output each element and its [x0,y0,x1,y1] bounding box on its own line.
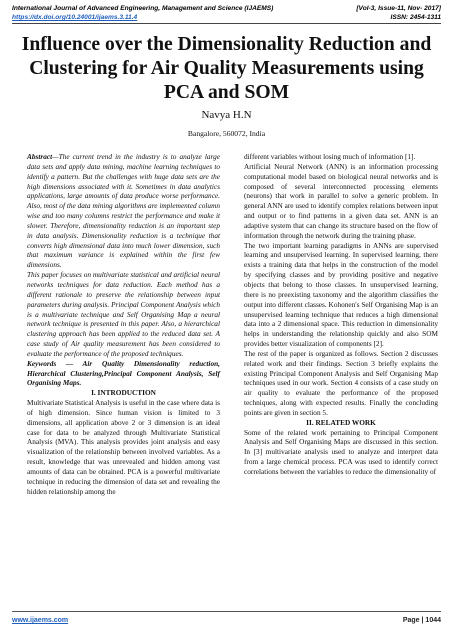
body-paragraph-1: different variables without losing much of information [1]. [244,152,416,161]
journal-name: International Journal of Advanced Engineering, Management and Science (IJAEMS) [12,5,274,12]
section-heading-related-work: II. RELATED WORK [306,417,376,427]
abstract-paragraph-2: This paper focuses on multivariate statistical and artificial neural networks techniques for data reduction. Each method has a different rationale to preserve the relationship between input parameters during analysis. Principal Component Analysis which is a multivariate technique and Self Organising Map a neural network technique is presented in this paper. Also, a hierarchical clustering approach has been applied to the reduced data set. A case study of Air quality measurement has been considered to evaluate the performance of the proposed techniques. [27,270,220,358]
introduction-paragraph: Multivariate Statistical Analysis is useful in the case where data is of high dimension. Since human vision is limited to 3 dimensions, all application above 2 or 3 dimension is an ideal case for data to be analyzed through Multivariate Statistical Analysis (MVA). This analysis provides joint analysis and easy visualization of the relationship between involved variables. As a result, knowledge that was unrevealed and hidden among vast amounts of data can be obtained. PCA is a powerful multivariate technique in reducing the dimension of data set and revealing the hidden relationship among the [27,398,220,496]
paper-title: Influence over the Dimensionality Reduction and Clustering for Air Quality Measurements using PCA and SOM [21,34,432,103]
right-column [244,152,438,477]
author-affiliation: Bangalore, 560072, India [187,129,266,138]
journal-header [12,4,441,24]
section-heading-introduction: I. INTRODUCTION [91,388,156,398]
related-work-paragraph: Some of the related work pertaining to Principal Component Analysis and Self Organising Maps are discussed in this section. In [3] multivariate analysis used to analyze and interpret data from a large chemical process. PCA was used to identify correct correlations between the variables to reduce the dimensionality of [244,427,438,476]
abstract-label: Abstract [27,152,53,161]
volume-info: [Vol-3, Issue-11, Nov- 2017] [356,5,441,12]
body-paragraph-4: The rest of the paper is organized as follows. Section 2 discusses related work and their findings. Section 3 briefly explains the existing Principal Component Analysis and Self Organising Map techniques used in our work. Section 4 consists of a case study on air quality to evaluate the performance of the proposed techniques, along with expected results. Finally the concluding points are given in section 5. [244,348,438,417]
keywords: Keywords — Air Quality Dimensionality reduction, Hierarchical Clustering,Principal Component Analysis, Self Organising Maps. [27,358,220,388]
page-number: Page | 1044 [402,617,441,624]
body-paragraph-2: Artificial Neural Network (ANN) is an information processing computational model based on biological neural networks and is composed of several interconnected processing elements (neurons) that work in parallel to solve a generic problem. In general ANN are used to identify complex relations between input and output or to find patterns in a given data set. ANN is an adaptive system that can change its structure based on the flow of information through the network during the training phase. [244,161,438,240]
page-footer [12,611,441,624]
body-paragraph-3: The two important learning paradigms in ANNs are supervised learning and unsupervised learning. In supervised learning, there exists a training data that helps in the construction of the model by specifying classes and by providing positive and negative objects that belong to those classes. In unsupervised learning, there is no preexisting taxonomy and the algorithm classifies the output into different classes. Kohonen's Self Organising Map is an unsupervised learning technique that reduces a high dimensional data into a 2 dimensional space. This reduction in dimensionality helps in understanding the relationship quickly and also SOM provides better visualization of components [2]. [244,240,438,349]
journal-website-link[interactable]: www.ijaems.com [12,617,69,624]
abstract-paragraph-1 [27,152,220,270]
abstract-text-1: —The current trend in the industry is to analyze large data sets and apply data mining, machine learning techniques to identify a pattern. But the challenges with huge data sets are the high dimensions associated with it. Sometimes in data analytics applications, large amounts of data produce worse performance. Also, most of the data mining algorithms are implemented column wise and too many columns restrict the performance and make it slower. Therefore, dimensionality reduction is an important step in data analysis. Dimensionality reduction is a technique that converts high dimensional data into much lower dimension, such that maximum variance is explained within the first few dimensions. [27,152,220,270]
doi-link[interactable]: https://dx.doi.org/10.24001/ijaems.3.11.4 [12,14,138,21]
footer-rule [12,611,441,612]
header-rule [12,23,441,24]
author-name: Navya H.N [201,109,252,121]
left-column [27,152,220,497]
issn: ISSN: 2454-1311 [390,14,441,21]
